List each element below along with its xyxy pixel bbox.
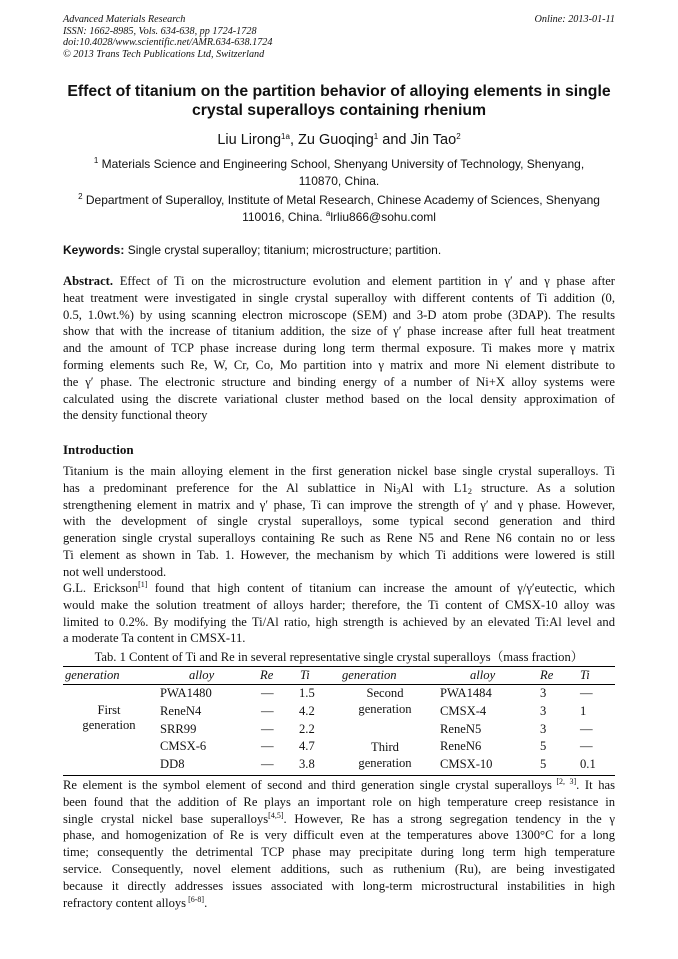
table-cell-alloy: PWA1480 xyxy=(160,686,212,700)
author-separator: , xyxy=(289,132,299,148)
table-cell-alloy: CMSX-4 xyxy=(440,704,487,718)
col-header-generation: generation xyxy=(65,668,120,682)
keywords-label: Keywords: xyxy=(63,243,125,257)
copyright-line: © 2013 Trans Tech Publications Ltd, Switzerland xyxy=(63,48,265,60)
affiliation-2: $^2$ Department of Superalloy, Institute of Metal Research, Chinese Academy of Sciences, Shenyang 110016, China. $^a$lrliu866@sohu.coml xyxy=(78,192,600,224)
table-cell-re: — xyxy=(261,757,274,771)
intro-paragraph-2: G.L. Erickson[1] found that high content of titanium can increase the amount of γ/γ′eutectic, which would make the solution treatment of alloys harder; therefore, the Ti content of CMSX-10 alloy was limited to 0.2%. By modifying the Ti/Al ratio, high strength is achieved by an elevated Ti:Al level and a moderate Ta content in CMSX-11. xyxy=(63,580,615,646)
doi-line: doi:10.4028/www.scientific.net/AMR.634-638.1724 xyxy=(63,37,273,49)
email-mark: a xyxy=(325,208,331,218)
alloy-table xyxy=(63,665,615,779)
table-cell-ti: — xyxy=(580,722,593,736)
abstract: Abstract. Effect of Ti on the microstructure evolution and element partition in γ′ and γ phase after heat treatment were investigated in single crystal superalloy with different contents of Ti addition (0, 0.5, 1.0wt.%) by using scanning electron microscope (SEM) and 3-D atom probe (3DAP). The results show that with the increase of titanium addition, the size of γ′ phase increase after full heat treatment and the amount of TCP phase increase during long term thermal exposure. Ti makes more γ matrix forming elements such Re, W, Cr, Co, Mo partition into γ matrix and more Ni element distribute to the γ′ phase. The electronic structure and binding energy of a number of Ni+X alloy systems were calculated using the discrete variational cluster method based on the local density approximation of the density functional theory xyxy=(63,274,615,423)
table-cell-alloy: ReneN4 xyxy=(160,704,202,718)
citation-ref: [1] xyxy=(138,580,148,589)
author-1-affil: 1a xyxy=(281,132,290,141)
col-header-ti: Ti xyxy=(580,668,590,682)
table-cell-re: 3 xyxy=(540,704,547,718)
affiliation-1-mark: 1 xyxy=(93,156,99,165)
table-cell-ti: 4.2 xyxy=(299,704,315,718)
table-cell-re: — xyxy=(261,704,274,718)
table-cell-re: — xyxy=(261,722,274,736)
col-header-generation: generation xyxy=(342,668,397,682)
online-date: Online: 2013-01-11 xyxy=(534,14,615,25)
col-header-alloy: alloy xyxy=(189,668,215,682)
table-cell-alloy: CMSX-10 xyxy=(440,757,493,771)
table-cell-alloy: ReneN6 xyxy=(440,739,482,753)
author-list xyxy=(40,132,638,148)
table-cell-ti: 1.5 xyxy=(299,686,315,700)
intro-paragraph-3: Re element is the symbol element of second and third generation single crystal superalloys [2, 3]. It has been found that the addition of Re plays an important role on high temperature creep resistance in single crystal nickel base superalloys[4,5]. However, Re has a strong segregation tendency in the γ phase, and homogenization of Re is very difficult even at the temperatures above 1300°C for a long time; consequently the detrimental TCP phase may precipitate during long term high temperature service. Consequently, novel element additions, such as ruthenium (Ru), are being investigated because it directly addresses issues associated with long-term microstructural instabilities in high refractory content alloys [6-8]. xyxy=(63,777,615,910)
table-cell-alloy: CMSX-6 xyxy=(160,739,207,753)
col-header-re: Re xyxy=(540,668,554,682)
title-line-1: Effect of titanium on the partition behavior of alloying elements in single xyxy=(67,83,611,100)
table-cell-alloy: SRR99 xyxy=(160,722,197,736)
table-cell-ti: — xyxy=(580,739,593,753)
table-top-rule xyxy=(63,666,615,667)
author-separator: and xyxy=(378,132,411,148)
table-cell-ti: 4.7 xyxy=(299,739,315,753)
abstract-label: Abstract. xyxy=(63,274,114,288)
section-heading-introduction: Introduction xyxy=(63,442,134,457)
table-cell-re: 5 xyxy=(540,739,547,753)
author-email: lrliu866@sohu.coml xyxy=(330,209,436,224)
table-cell-alloy: DD8 xyxy=(160,757,185,771)
paper-title xyxy=(40,82,638,120)
title-line-2: crystal superalloys containing rhenium xyxy=(191,102,487,119)
table-cell-ti: 2.2 xyxy=(299,722,315,736)
col-header-ti: Ti xyxy=(300,668,310,682)
col-header-re: Re xyxy=(260,668,274,682)
group-first-generation: First generation xyxy=(82,703,136,732)
intro-paragraph-1: Titanium is the main alloying element in the first generation nickel base single crystal superalloys. Ti has a predominant preference for the Al sublattice in $Ni_3Al$ with $L1_2$ structure. As a solution strengthening element in matrix and γ′ phase, Ti can improve the strength of γ′ and γ phase. However, with the development of single crystal superalloys, some typical second generation and third generation single crystal superalloys containing Re such as Rene N5 and Rene N6 contain no or less Ti element as shown in Tab. 1. However, the mechanism by which Ti additions were lowered is still not well understood. xyxy=(63,464,615,579)
table-cell-ti: 3.8 xyxy=(299,757,315,771)
author-3-affil: 2 xyxy=(456,132,461,141)
table-cell-ti: — xyxy=(580,686,593,700)
affiliation-2-mark: 2 xyxy=(78,192,83,201)
table-caption: Tab. 1 Content of Ti and Re in several representative single crystal superalloys（mass fraction） xyxy=(94,650,584,664)
table-cell-re: 5 xyxy=(540,757,547,771)
table-cell-alloy: PWA1484 xyxy=(440,686,492,700)
group-third-generation: Third generation xyxy=(358,740,412,770)
table-cell-alloy: ReneN5 xyxy=(440,722,482,736)
affiliation-1: $^1$ Materials Science and Engineering School, Shenyang University of Technology, Shenyang, 110870, China. xyxy=(93,156,585,188)
journal-header xyxy=(63,14,615,60)
table-cell-re: — xyxy=(261,686,274,700)
keywords-text: Single crystal superalloy; titanium; microstructure; partition. xyxy=(124,243,442,257)
table-bottom-rule xyxy=(63,775,615,776)
table-cell-re: — xyxy=(261,739,274,753)
group-second-generation: Second generation xyxy=(358,686,412,716)
journal-name: Advanced Materials Research xyxy=(63,14,186,25)
table-cell-re: 3 xyxy=(540,722,547,736)
author-2: Zu Guoqing xyxy=(298,132,374,148)
citation-ref: [6-8] xyxy=(186,894,205,904)
col-header-alloy: alloy xyxy=(470,668,496,682)
table-cell-ti: 1 xyxy=(580,704,587,718)
table-cell-ti: 0.1 xyxy=(580,757,596,771)
keywords xyxy=(63,243,617,257)
issn-line: ISSN: 1662-8985, Vols. 634-638, pp 1724-1728 xyxy=(63,25,257,37)
citation-ref: [4,5] xyxy=(268,810,284,820)
table-cell-re: 3 xyxy=(540,686,547,700)
author-3: Jin Tao xyxy=(410,132,457,148)
citation-ref: [2, 3] xyxy=(551,777,577,786)
author-1: Liu Lirong xyxy=(217,132,282,148)
author-2-affil: 1 xyxy=(373,132,379,141)
